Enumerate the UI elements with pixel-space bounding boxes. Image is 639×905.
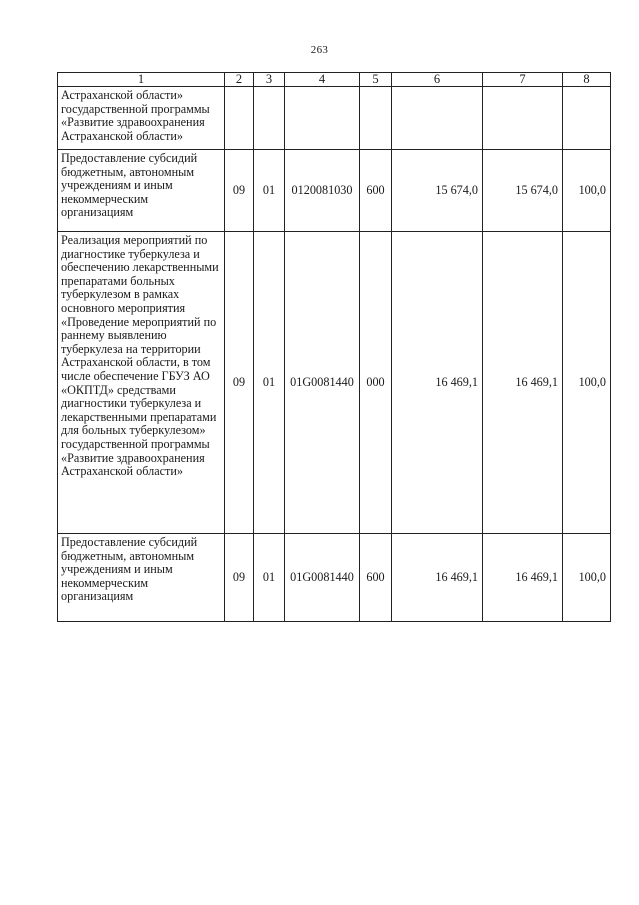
header-col-7: 7 — [483, 73, 563, 87]
row-percent: 100,0 — [563, 534, 611, 622]
row-planned-amount — [392, 87, 483, 150]
row-description-text: Реализация мероприятий по диагностике туберкулеза и обеспечению лекарственными препаратами больных туберкулезом в рамках основного мероприятия «Проведение мероприятий по раннему выявлению туберкулеза на территории Астраханской области, в том числе обеспечение ГБУЗ АО «ОКПТД» средствами диагностики туберкулеза и лекарственными препаратами для больных туберкулезом» государственной программы «Развитие здравоохранения Астраханской области» — [61, 233, 219, 479]
table-row — [58, 87, 611, 150]
row-description — [58, 87, 225, 150]
row-description — [58, 534, 225, 622]
header-col-4: 4 — [285, 73, 360, 87]
header-col-5: 5 — [360, 73, 392, 87]
table-row — [58, 534, 611, 622]
row-section: 09 — [225, 534, 254, 622]
row-planned-amount: 15 674,0 — [392, 150, 483, 232]
row-description-text: Предоставление субсидий бюджетным, автономным учреждениям и иным некоммерческим организациям — [61, 151, 198, 220]
row-planned-amount: 16 469,1 — [392, 232, 483, 534]
page-number: 263 — [310, 44, 329, 56]
row-executed-amount: 16 469,1 — [483, 534, 563, 622]
header-col-3: 3 — [254, 73, 285, 87]
row-executed-amount — [483, 87, 563, 150]
row-target-article — [285, 87, 360, 150]
row-description — [58, 150, 225, 232]
row-percent — [563, 87, 611, 150]
row-planned-amount: 16 469,1 — [392, 534, 483, 622]
row-subsection: 01 — [254, 150, 285, 232]
header-col-8: 8 — [563, 73, 611, 87]
header-row — [58, 73, 611, 87]
budget-table — [57, 72, 611, 622]
row-executed-amount: 16 469,1 — [483, 232, 563, 534]
row-expense-type — [360, 87, 392, 150]
row-description-text: Астраханской области» государственной программы «Развитие здравоохранения Астраханской области» — [61, 88, 210, 143]
row-subsection: 01 — [254, 232, 285, 534]
row-percent: 100,0 — [563, 232, 611, 534]
row-section: 09 — [225, 150, 254, 232]
row-section — [225, 87, 254, 150]
row-subsection — [254, 87, 285, 150]
row-subsection: 01 — [254, 534, 285, 622]
row-description-text: Предоставление субсидий бюджетным, автономным учреждениям и иным некоммерческим организациям — [61, 535, 198, 604]
row-expense-type: 600 — [360, 534, 392, 622]
row-expense-type: 600 — [360, 150, 392, 232]
row-section: 09 — [225, 232, 254, 534]
header-col-2: 2 — [225, 73, 254, 87]
row-target-article: 01G0081440 — [285, 534, 360, 622]
row-expense-type: 000 — [360, 232, 392, 534]
table-row — [58, 232, 611, 534]
table-row — [58, 150, 611, 232]
header-col-6: 6 — [392, 73, 483, 87]
row-target-article: 0120081030 — [285, 150, 360, 232]
header-col-1: 1 — [58, 73, 225, 87]
row-executed-amount: 15 674,0 — [483, 150, 563, 232]
row-percent: 100,0 — [563, 150, 611, 232]
row-target-article: 01G0081440 — [285, 232, 360, 534]
row-description — [58, 232, 225, 534]
